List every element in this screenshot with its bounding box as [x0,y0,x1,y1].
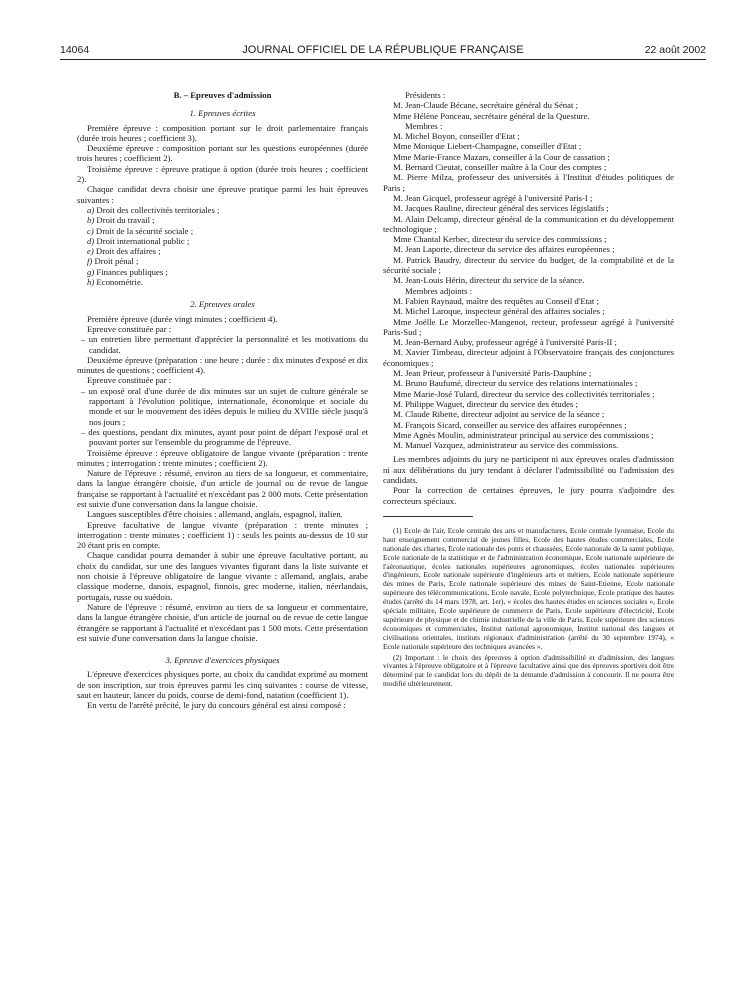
jury-deputy: Mme Marie-José Tulard, directeur du service des collectivités territoriales ; [393,388,655,399]
jury-deputy: M. Xavier Timbeau, directeur adjoint à l'Observatoire français des conjonctures économiques ; [383,347,674,368]
jury-member: Mme Marie-France Mazars, conseiller à la Cour de cassation ; [393,151,610,162]
jury-deputy: Mme Joëlle Le Morzellec-Mangenot, recteur, professeur agrégé à l'université Paris-Sud ; [383,316,674,337]
footnote: (1) Ecole de l'air, Ecole centrale des arts et manufactures, Ecole centrale lyonnaise, Ecole du haut enseignement commercial de jeunes filles, Ecole des hautes études commerciales, Ecole nationale des chartes, Ecole nationale des ponts et chaussées, Ecole nationale de la santé publique, Ecole nationale de la statistique et de l'administration économique, Ecole nationale supérieure de l'aéronautique, écoles nationales supérieures agronomiques, écoles nationales supérieures d'ingénieurs, Ecole nationale supérieure d'ingénieurs arts et métiers, Ecole nationale supérieure des mines de Paris, Ecole nationale supérieure des mines de Saint-Etienne, Ecole nationale supérieure des télécommunications, Ecole navale, Ecole polytechnique, Ecole pratique des hautes études (arrêté du 14 mars 1978, art. 1er), « écoles des hautes études en sciences sociales », Ecole spéciale militaire, Ecole supérieure de commerce de Paris, Ecole supérieure d'électricité, Ecole supérieure de physique et de chimie industrielle de la ville de Paris, Ecole supérieure des sciences économiques et commerciales, Institut national agronomique, Institut national des langues et civilisations orientales, instituts régionaux d'administration (arrêté du 30 septembre 1974), « Ecole nationale supérieure des techniques avancées ». [383,525,674,651]
option-item [87,226,368,236]
jury-member: M. Bernard Cieutat, conseiller maître à la Cour des comptes ; [393,162,607,173]
paragraph: Les membres adjoints du jury ne participent ni aux épreuves orales d'admission ni aux délibérations du jury tendant à déclarer l'admissibilité ou l'admission des candidats. [383,454,674,485]
option-letter: c) [87,225,94,236]
option-item [87,256,368,266]
option-letter: a) [87,204,95,215]
dash-item: – des questions, pendant dix minutes, ayant pour point de départ l'exposé oral et pouvant porter sur l'ensemble du programme de l'épreuve. [81,426,368,448]
paragraph: Pour la correction de certaines épreuves, le jury pourra s'adjoindre des correcteurs spéciaux. [383,485,674,506]
jury-deputy: M. Jean-Bernard Auby, professeur agrégé à l'université Paris-II ; [393,337,617,348]
option-text: Finances publiques ; [94,266,168,277]
paragraph: Epreuve constituée par : [87,323,172,334]
jury-member: M. Alain Delcamp, directeur général de la communication et du développement technologique ; [383,213,674,234]
option-letter: h) [87,277,95,288]
jury-member: M. Pierre Milza, professeur des universités à l'Institut d'études politiques de Paris ; [383,172,674,193]
option-item [87,236,368,246]
paragraph: Chaque candidat pourra demander à subir une épreuve facultative portant, au choix du candidat, sur une des langues vivantes figurant dans la liste suivante et non choisie à l'épreuve obligatoire de langue vivante : allemand, anglais, arabe classique moderne, danois, espagnol, finnois, grec moderne, italien, néerlandais, portugais, russe ou suédois. [77,550,368,602]
paragraph: En vertu de l'arrêté précité, le jury du concours général est ainsi composé : [87,700,346,711]
option-item [87,246,368,256]
paragraph: Deuxième épreuve (préparation : une heure ; durée : dix minutes d'exposé et dix minutes de questions ; coefficient 4). [77,354,368,376]
option-text: Droit des collectivités territoriales ; [94,204,220,215]
page-header [60,44,706,58]
option-text: Droit international public ; [94,235,190,246]
jury-member: M. Patrick Baudry, directeur du service du budget, de la comptabilité et de la sécurité sociale ; [383,254,674,276]
jury-deputy: Mme Agnès Moulin, administrateur principal au service des commissions ; [393,429,654,440]
page-number: 14064 [60,44,90,56]
jury-member: Mme Chantal Kerbec, directeur du service des commissions ; [393,234,607,245]
jury-deputy: M. François Sicard, conseiller au service des affaires européennes ; [393,419,627,430]
section-heading: B. – Epreuves d'admission [173,90,272,100]
option-item [87,277,368,287]
option-text: Droit du travail ; [94,215,155,226]
dash-item: – un exposé oral d'une durée de dix minutes sur un sujet de culture générale se rapportant à l'évolution politique, internationale, économique et sociale du monde et sur le mouvement des idées depuis le milieu du XVIIIe siècle jusqu'à nos jours ; [81,385,368,427]
jury-member: M. Jean Laporte, directeur du service des affaires européennes ; [393,244,615,255]
jury-deputy: M. Jean Prieur, professeur à l'université Paris-Dauphine ; [393,368,592,379]
jury-deputy: M. Bruno Baufumé, directeur du service des relations internationales ; [393,378,638,389]
paragraph: Troisième épreuve : épreuve obligatoire de langue vivante (préparation : trente minutes ; interrogation : trente minutes ; coefficient 2). [77,447,368,468]
option-text: Droit pénal ; [92,256,139,267]
jury-deputy: M. Philippe Waguet, directeur du service des études ; [393,398,578,409]
dash-item: – un entretien libre permettant d'apprécier la personnalité et les motivations du candidat. [81,334,368,355]
jury-member: M. Michel Boyon, conseiller d'Etat ; [393,131,520,142]
publication-date: 22 août 2002 [644,44,706,56]
jury-deputy: M. Claude Ribette, directeur adjoint au service de la séance ; [393,409,605,420]
paragraph: Nature de l'épreuve : résumé, environ au tiers de sa longueur, et commentaire, dans la langue étrangère choisie, d'un article de journal ou de revue de langue française se rapportant à l'actualité et n'excédant pas 2 000 mots. Cette présentation est suivie d'une conversation dans la langue choisie. [77,468,368,509]
jury-member: M. Jean Gicquel, professeur agrégé à l'université Paris-I ; [393,192,593,203]
option-letter: g) [87,266,95,277]
jury-deputy: M. Fabien Raynaud, maître des requêtes au Conseil d'Etat ; [393,295,599,306]
footnote: (2) Important : le choix des épreuves à option d'admissibilité et d'admission, des langues vivantes à l'épreuve obligatoire et à l'épreuve facultative ainsi que des épreuves sportives doit être déterminé par le candidat lors du dépôt de la demande d'admission à concourir. Il ne pourra être modifié ultérieurement. [383,652,674,689]
jury-member: M. Jean-Claude Bécane, secrétaire général du Sénat ; [393,100,579,111]
jury-label-members: Membres : [405,120,443,131]
jury-member: M. Jean-Louis Hérin, directeur du service de la séance. [393,275,585,286]
option-text: Droit de la sécurité sociale ; [93,225,194,236]
header-rule [60,59,706,60]
jury-deputy: M. Michel Laroque, inspecteur général des affaires sociales ; [393,306,605,317]
journal-title: JOURNAL OFFICIEL DE LA RÉPUBLIQUE FRANÇAISE [242,44,524,56]
right-column [383,90,674,689]
subsection-heading-written: 1. Epreuves écrites [189,108,256,119]
paragraph: Epreuve constituée par : [87,375,172,386]
option-text: Droit des affaires ; [93,246,161,257]
paragraph: Première épreuve (durée vingt minutes ; coefficient 4). [87,313,278,324]
jury-member: Mme Hélène Ponceau, secrétaire général de la Questure. [393,110,590,121]
option-text: Econométrie. [94,277,143,288]
subsection-heading-physical: 3. Epreuve d'exercices physiques [165,655,280,666]
paragraph: Deuxième épreuve : composition portant sur les questions européennes (durée trois heures ; coefficient 2). [77,143,368,164]
option-item [87,267,368,277]
paragraph: Troisième épreuve : épreuve pratique à option (durée trois heures ; coefficient 2). [77,163,368,185]
option-letter: e) [87,246,94,257]
paragraph: Langues susceptibles d'être choisies : allemand, anglais, espagnol, italien. [87,509,343,520]
jury-label-presidents: Présidents : [405,90,446,100]
jury-member: Mme Monique Liebert-Champagne, conseiller d'Etat ; [393,141,582,152]
footnote-rule [383,516,473,517]
jury-member: M. Jacques Rauline, directeur général des services législatifs ; [393,203,609,214]
option-item [87,215,368,225]
paragraph: Première épreuve : composition portant sur le droit parlementaire français (durée trois heures ; coefficient 3). [77,122,368,143]
option-list [77,205,368,287]
option-letter: f) [87,256,93,267]
paragraph: Nature de l'épreuve : résumé, environ au tiers de sa longueur et commentaire, dans la langue étrangère choisie, d'un article de journal ou de revue de cette langue étrangère se rapportant à l'actualité et n'excédant pas 1 500 mots. Cette présentation est suivie d'une conversation dans la langue choisie. [77,601,368,643]
option-letter: d) [87,235,95,246]
subsection-heading-oral: 2. Epreuves orales [190,299,255,310]
option-item [87,205,368,215]
jury-deputy: M. Manuel Vazquez, administrateur au service des commissions. [393,440,619,451]
paragraph: L'épreuve d'exercices physiques porte, au choix du candidat exprimé au moment de son inscription, sur trois épreuves parmi les cinq suivantes : course de vitesse, saut en hauteur, lancer du poids, course de demi-fond, natation (coefficient 1). [77,669,368,701]
paragraph: Epreuve facultative de langue vivante (préparation : trente minutes ; interrogation : trente minutes ; coefficient 1) : seuls les points au-dessus de 10 sur 20 étant pris en compte. [77,519,368,551]
left-column [77,90,368,711]
jury-label-deputies: Membres adjoints : [405,285,473,296]
option-letter: b) [87,215,95,226]
paragraph: Chaque candidat devra choisir une épreuve pratique parmi les huit épreuves suivantes : [77,184,368,205]
